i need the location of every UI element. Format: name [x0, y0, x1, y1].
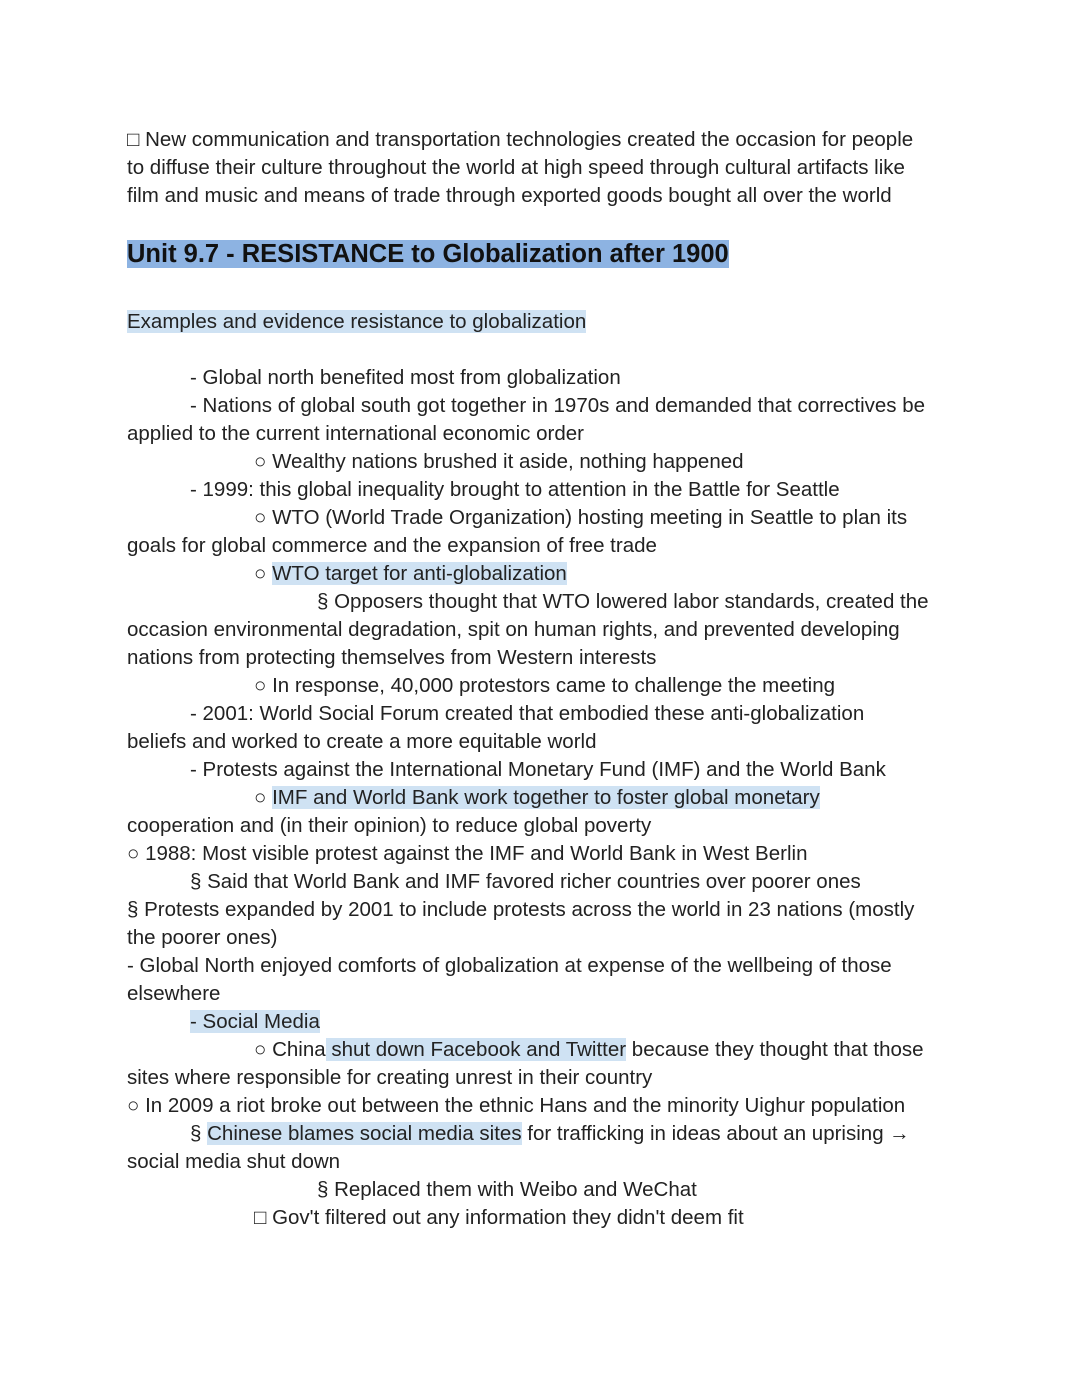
- bullet-line: § Protests expanded by 2001 to include protests across the world in 23 nations (mostly: [127, 898, 915, 921]
- intro-line-1: □ New communication and transportation technologies created the occasion for people: [127, 128, 914, 151]
- bullet-line: [254, 560, 1080, 588]
- highlighted-text: - Social Media: [190, 1010, 320, 1033]
- bullet-marker: ○: [254, 562, 273, 585]
- bullet-line: ○ In 2009 a riot broke out between the ethnic Hans and the minority Uighur population: [127, 1094, 906, 1117]
- bullet-line: the poorer ones): [127, 926, 278, 949]
- bullet-line: □ Gov't filtered out any information they didn't deem fit: [254, 1206, 744, 1229]
- bullet-line: - 1999: this global inequality brought to attention in the Battle for Seattle: [190, 478, 840, 501]
- bullet-marker: ○: [254, 786, 273, 809]
- bullet-line: - Global North enjoyed comforts of globalization at expense of the wellbeing of those: [127, 954, 892, 977]
- bullet-line: - 2001: World Social Forum created that embodied these anti-globalization: [190, 702, 865, 725]
- bullet-line: § Replaced them with Weibo and WeChat: [317, 1178, 697, 1201]
- bullet-line: nations from protecting themselves from Western interests: [127, 646, 657, 669]
- bullet-marker: §: [190, 1122, 208, 1145]
- intro-line-3: film and music and means of trade through exported goods bought all over the world: [127, 184, 892, 207]
- bullet-line: - Global north benefited most from globalization: [190, 366, 621, 389]
- bullet-line: sites where responsible for creating unrest in their country: [127, 1066, 653, 1089]
- bullet-line: ○ In response, 40,000 protestors came to challenge the meeting: [254, 674, 836, 697]
- bullet-line: [190, 1120, 1020, 1148]
- plain-text: for trafficking in ideas about an uprising →: [521, 1122, 910, 1145]
- bullet-line: elsewhere: [127, 982, 221, 1005]
- bullet-line: ○ Wealthy nations brushed it aside, nothing happened: [254, 450, 744, 473]
- bullet-line: applied to the current international economic order: [127, 422, 584, 445]
- bullet-line: [254, 1036, 1080, 1064]
- bullet-line: [254, 784, 1080, 812]
- highlighted-text: WTO target for anti-globalization: [272, 562, 567, 585]
- plain-text: because they thought that those: [626, 1038, 924, 1061]
- unit-heading: [127, 237, 957, 271]
- bullet-line: [190, 1008, 1020, 1036]
- bullet-line: occasion environmental degradation, spit on human rights, and prevented developing: [127, 618, 900, 641]
- bullet-line: - Protests against the International Monetary Fund (IMF) and the World Bank: [190, 758, 886, 781]
- intro-line-2: to diffuse their culture throughout the world at high speed through cultural artifacts like: [127, 156, 905, 179]
- plain-text: ○ China: [254, 1038, 326, 1061]
- bullet-line: ○ WTO (World Trade Organization) hosting meeting in Seattle to plan its: [254, 506, 908, 529]
- section-subheading-text: Examples and evidence resistance to globalization: [127, 310, 587, 333]
- bullet-line: ○ 1988: Most visible protest against the IMF and World Bank in West Berlin: [127, 842, 808, 865]
- bullet-line: social media shut down: [127, 1150, 341, 1173]
- unit-heading-text: Unit 9.7 - RESISTANCE to Globalization after 1900: [127, 240, 729, 268]
- bullet-line: - Nations of global south got together in 1970s and demanded that correctives be: [190, 394, 926, 417]
- bullet-line: § Opposers thought that WTO lowered labor standards, created the: [317, 590, 929, 613]
- bullet-line: cooperation and (in their opinion) to reduce global poverty: [127, 814, 652, 837]
- section-subheading: [127, 308, 957, 336]
- highlighted-text: Chinese blames social media sites: [207, 1122, 522, 1145]
- bullet-line: beliefs and worked to create a more equitable world: [127, 730, 597, 753]
- highlighted-text: IMF and World Bank work together to foster global monetary: [272, 786, 820, 809]
- bullet-line: § Said that World Bank and IMF favored richer countries over poorer ones: [190, 870, 861, 893]
- highlighted-text: shut down Facebook and Twitter: [325, 1038, 627, 1061]
- bullet-line: goals for global commerce and the expansion of free trade: [127, 534, 657, 557]
